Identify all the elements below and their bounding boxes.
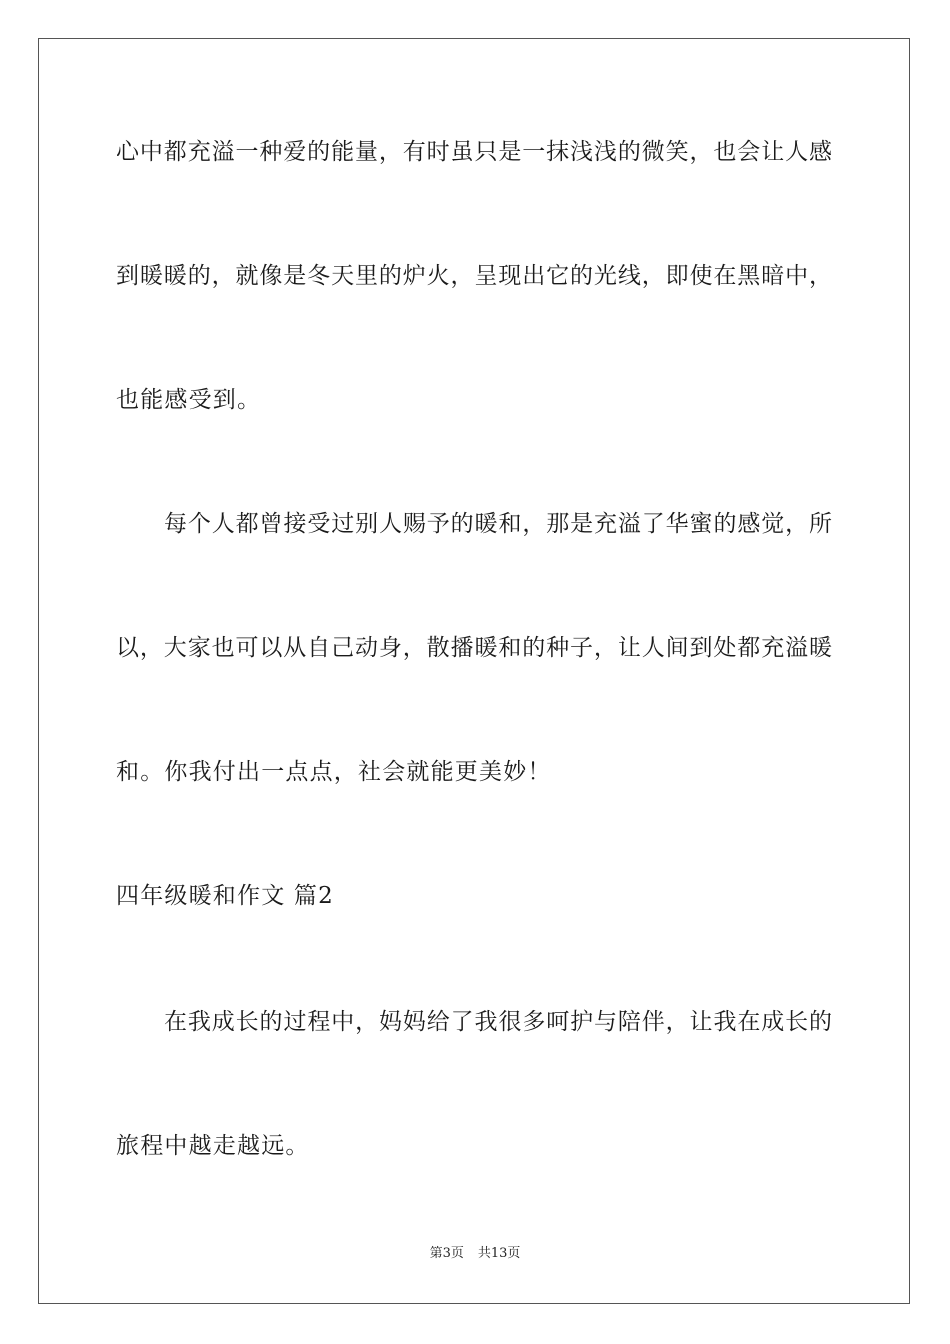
paragraph-line: 在我成长的过程中，妈妈给了我很多呵护与陪伴，让我在成长的 xyxy=(164,1009,832,1035)
page-border xyxy=(38,38,910,1304)
paragraph-line: 以，大家也可以从自己动身，散播暖和的种子，让人间到处都充溢暖 xyxy=(116,635,832,661)
page-footer xyxy=(0,1246,950,1262)
paragraph-line: 心中都充溢一种爱的能量，有时虽只是一抹浅浅的微笑，也会让人感 xyxy=(116,139,832,165)
section-heading: 四年级暖和作文 篇2 xyxy=(116,883,334,909)
paragraph-line: 和。你我付出一点点，社会就能更美妙！ xyxy=(116,759,552,785)
paragraph-line: 每个人都曾接受过别人赐予的暖和，那是充溢了华蜜的感觉，所 xyxy=(164,511,832,537)
page-number: 第3页 xyxy=(429,1246,464,1261)
paragraph-line: 也能感受到。 xyxy=(116,387,262,413)
paragraph-line: 旅程中越走越远。 xyxy=(116,1133,310,1159)
page-total: 共13页 xyxy=(477,1246,521,1261)
paragraph-line: 到暖暖的，就像是冬天里的炉火，呈现出它的光线，即使在黑暗中， xyxy=(116,263,832,289)
